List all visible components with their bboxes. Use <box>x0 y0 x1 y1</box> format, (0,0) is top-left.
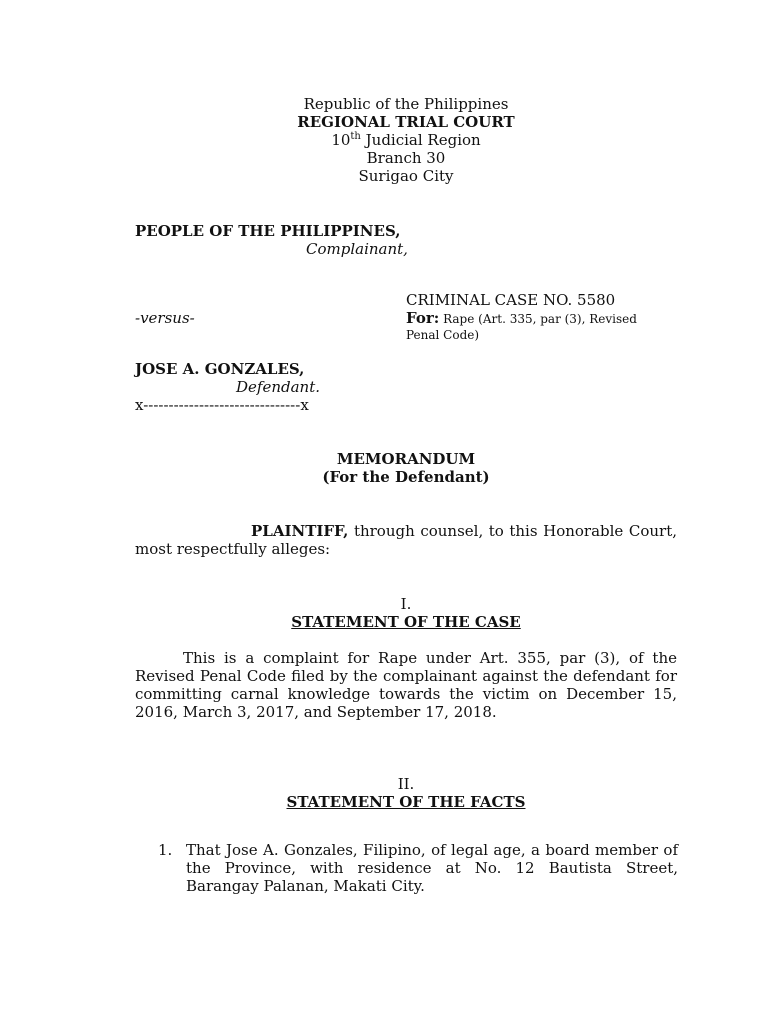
section-2-heading: STATEMENT OF THE FACTS <box>286 793 526 811</box>
header-republic: Republic of the Philippines <box>303 95 509 113</box>
charge-for-label: For: <box>406 309 440 327</box>
intro-lead: PLAINTIFF, <box>251 522 349 540</box>
header-court: REGIONAL TRIAL COURT <box>297 113 515 131</box>
complainant-role: Complainant, <box>306 240 408 258</box>
list-item-number: 1. <box>158 841 173 859</box>
caption-separator: x-------------------------------x <box>135 396 309 414</box>
versus-label: -versus- <box>135 309 195 327</box>
case-number: CRIMINAL CASE NO. 5580 <box>406 291 616 309</box>
intro-paragraph <box>135 522 677 558</box>
region-suffix: th <box>350 131 361 142</box>
complainant-name: PEOPLE OF THE PHILIPPINES, <box>135 222 401 240</box>
charge-text-line1: Rape (Art. 335, par (3), Revised <box>439 312 637 326</box>
list-item <box>158 841 678 895</box>
intro-text: through counsel, to this Honorable Court, most respectfully alleges: <box>135 522 677 558</box>
header-region <box>0 131 768 149</box>
header-city: Surigao City <box>358 167 454 185</box>
charge-text-line2: Penal Code) <box>406 328 480 342</box>
defendant-role: Defendant. <box>236 378 320 396</box>
section-2-numeral: II. <box>397 775 415 793</box>
section-1-heading: STATEMENT OF THE CASE <box>291 613 521 631</box>
document-title: MEMORANDUM <box>336 450 476 468</box>
header-branch: Branch 30 <box>366 149 446 167</box>
document-subtitle: (For the Defendant) <box>322 468 490 486</box>
defendant-name: JOSE A. GONZALES, <box>135 360 305 378</box>
region-label: Judicial Region <box>360 131 481 149</box>
section-1-body: This is a complaint for Rape under Art. 355, par (3), of the Revised Penal Code filed by the complainant against the defendant for committing carnal knowledge towards the victim on December 15, 2016, March 3, 2017, and September 17, 2018. <box>135 649 677 721</box>
list-item-text: That Jose A. Gonzales, Filipino, of legal age, a board member of the Province, with residence at No. 12 Bautista Street, Barangay Palanan, Makati City. <box>186 841 678 895</box>
section-1-numeral: I. <box>400 595 412 613</box>
region-number: 10 <box>331 131 351 149</box>
